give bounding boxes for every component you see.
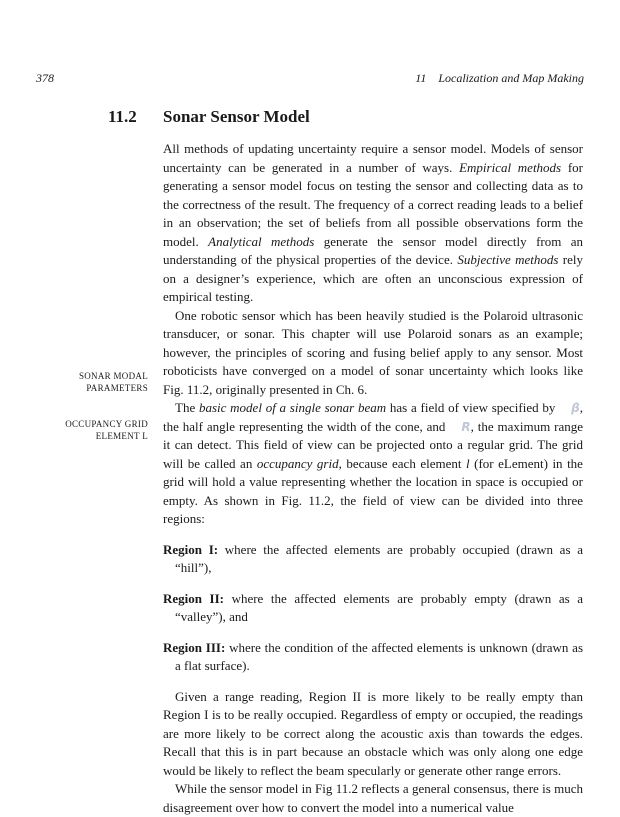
margin-note-sonar-parameters (36, 370, 148, 394)
body-text (163, 140, 583, 817)
r-symbol: R (461, 419, 471, 434)
margin-note-line: PARAMETERS (86, 383, 148, 393)
beta-symbol: β (571, 401, 580, 415)
chapter-number: 11 (415, 71, 427, 85)
term-basic-model: basic model of a single sonar beam (198, 400, 387, 415)
region-1-item: Region I: where the affected elements are probably occupied (drawn as a “hill”), (163, 541, 583, 575)
margin-note-line: ELEMENT L (95, 431, 148, 441)
paragraph-disagreement: While the sensor model in Fig 11.2 reflects a general consensus, there is much disagreement over how to convert the model into a numerical value (163, 781, 583, 815)
region-2-item: Region II: where the affected elements are probably empty (drawn as a “valley”), and (163, 590, 584, 624)
page-number: 378 (36, 71, 54, 85)
term-subjective-methods: Subjective methods (457, 252, 559, 267)
paragraph-basic-model: The basic model of a single sonar beam has a field of view specified by β, the half angle representing the width of the cone, and R, the maximum range it can detect. This field of view can be projected onto a regular grid. The grid will be called an occupancy grid, because each element l (for eLement) in the grid will hold a value representing whether the location in space is occupied or empty. As shown in Fig. 11.2, the field of view can be divided into three regions: (163, 400, 583, 526)
margin-note-occupancy-grid (36, 418, 148, 442)
section-title: Sonar Sensor Model (163, 107, 310, 126)
section-number: 11.2 (108, 107, 137, 126)
term-empirical-methods: Empirical methods (459, 159, 562, 175)
term-analytical-methods: Analytical methods (208, 233, 315, 249)
region-label: Region II: (163, 590, 225, 606)
chapter-title: Localization and Map Making (438, 71, 584, 85)
term-occupancy-grid: occupancy grid (256, 455, 339, 471)
margin-note-line: SONAR MODAL (78, 371, 148, 381)
region-3-item: Region III: where the condition of the affected elements is unknown (drawn as a flat surface). (163, 639, 584, 673)
region-label: Region I: (163, 541, 219, 557)
margin-note-line: OCCUPANCY GRID (65, 419, 148, 429)
term-element-l: l (466, 455, 470, 471)
region-label: Region III: (163, 639, 226, 655)
paragraph-range-reading: Given a range reading, Region II is more likely to be really empty than Region I is to be really occupied. Regardless of empty or occupied, the readings are more likely to be correct along the acoustic axis than towards the edges. Recall that this is in part because an obstacle which was only along one edge would be likely to reflect the beam specularly or generate other range errors. (163, 688, 583, 778)
running-header (415, 71, 584, 86)
paragraph-sensor-models: All methods of updating uncertainty require a sensor model. Models of sensor uncertainty can be generated in a number of ways. Empirical methods for generating a sensor model focus on testing the sensor and collecting data as to the correctness of the result. The frequency of a correct reading leads to a belief in an observation; the set of beliefs from all possible observations form the model. Analytical methods generate the sensor model directly from an understanding of the physical properties of the device. Subjective methods rely on a designer’s experience, which are often an unconscious expression of empirical testing. (163, 141, 584, 304)
paragraph-polaroid-sonar: One robotic sensor which has been heavily studied is the Polaroid ultrasonic transducer, or sonar. This chapter will use Polaroid sonars as an example; however, the principles of scoring and fusing belief apply to any sensor. Most roboticists have converged on a model of sonar uncertainty which looks like Fig. 11.2, originally presented in Ch. 6. (163, 307, 583, 397)
